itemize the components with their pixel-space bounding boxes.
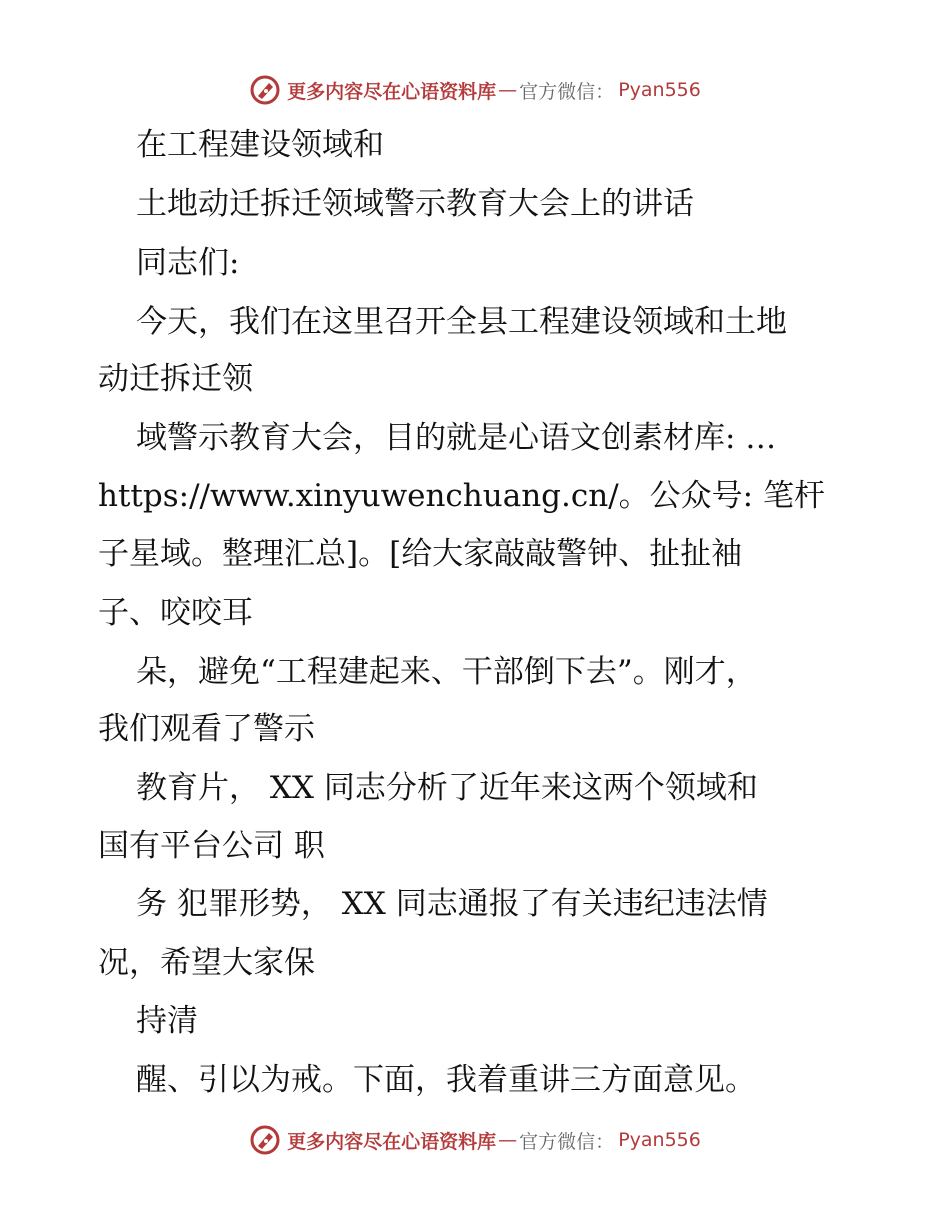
banner-dash: — (498, 1129, 518, 1151)
doc-paragraph-line: 朵，避免“工程建起来、干部倒下去”。刚才， (136, 654, 757, 690)
doc-title-line-2: 土地动迁拆迁领域警示教育大会上的讲话 (136, 186, 694, 222)
banner-official-label: 官方微信： (519, 1130, 615, 1153)
pen-nib-circle-icon (249, 74, 281, 106)
doc-paragraph-line: 国有平台公司 职 (98, 828, 325, 864)
doc-paragraph-line: 况，希望大家保 (98, 945, 315, 981)
banner-wechat-id: Pyan556 (618, 79, 701, 101)
doc-paragraph-line: 醒、引以为戒。下面，我着重讲三方面意见。 (136, 1062, 756, 1098)
banner-official-label: 官方微信： (519, 80, 615, 103)
doc-paragraph-line: 持清 (136, 1003, 198, 1039)
doc-paragraph-line: 子星域。整理汇总]。[给大家敲敲警钟、扯扯袖 (98, 536, 743, 572)
banner-main-text: 更多内容尽在心语资料库 (287, 1130, 497, 1153)
doc-paragraph-line: 我们观看了警示 (98, 711, 315, 747)
banner-wechat-id: Pyan556 (618, 1129, 701, 1151)
header-banner (0, 70, 950, 110)
doc-paragraph-line: 教育片， XX 同志分析了近年来这两个领域和 (136, 770, 758, 806)
banner-dash: — (498, 79, 518, 101)
pen-nib-circle-icon (249, 1124, 281, 1156)
doc-paragraph-line: https://www.xinyuwenchuang.cn/。公众号: 笔杆 (98, 478, 825, 514)
doc-paragraph-line: 今天，我们在这里召开全县工程建设领域和土地 (136, 304, 787, 340)
doc-paragraph-line: 子、咬咬耳 (98, 595, 253, 631)
doc-paragraph-line: 动迁拆迁领 (98, 361, 253, 397)
doc-salutation: 同志们: (136, 245, 240, 281)
doc-title-line-1: 在工程建设领域和 (136, 127, 384, 163)
footer-banner (0, 1120, 950, 1160)
doc-paragraph-line: 域警示教育大会，目的就是心语文创素材库: … (136, 420, 777, 456)
doc-paragraph-line: 务 犯罪形势， XX 同志通报了有关违纪违法情 (136, 886, 768, 922)
banner-main-text: 更多内容尽在心语资料库 (287, 80, 497, 103)
